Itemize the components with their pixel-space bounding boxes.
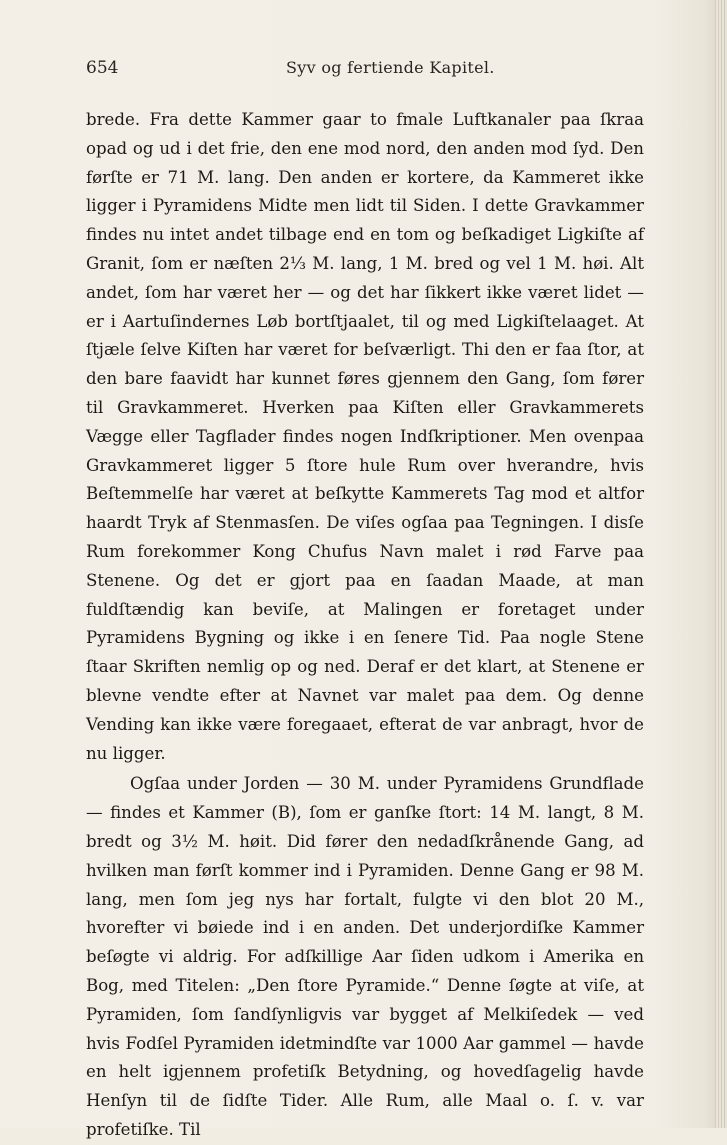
body-text bbox=[86, 106, 644, 1145]
paragraph: brede. Fra dette Kammer gaar to fmale Luftkanaler paa ſkraa opad og ud i det frie, den ene mod nord, den anden mod ſyd. Den førſte er 71 M. lang. Den anden er kortere, da Kammeret ikke ligger i Pyramidens Midte men lidt til Siden. I dette Gravkammer findes nu intet andet tilbage end en tom og beſkadiget Ligkiſte af Granit, ſom er næſten 2⅓ M. lang, 1 M. bred og vel 1 M. høi. Alt andet, ſom har været her — og det har ſikkert ikke været lidet — er i Aartuſindernes Løb bortſtjaalet, til og med Ligkiſtelaaget. At ſtjæle ſelve Kiſten har været for beſværligt. Thi den er faa ſtor, at den bare faavidt har kunnet føres gjennem den Gang, ſom fører til Gravkammeret. Hverken paa Kiſten eller Gravkammerets Vægge eller Tagflader findes nogen Indſkriptioner. Men ovenpaa Gravkammeret ligger 5 ſtore hule Rum over hverandre, hvis Beſtemmelſe har været at beſkytte Kammerets Tag mod et altfor haardt Tryk af Stenmasſen. De viſes ogſaa paa Tegningen. I disſe Rum forekommer Kong Chufus Navn malet i rød Farve paa Stenene. Og det er gjort paa en ſaadan Maade, at man fuldſtændig kan beviſe, at Malingen er foretaget under Pyramidens Bygning og ikke i en ſenere Tid. Paa nogle Stene ſtaar Skriften nemlig op og ned. Deraf er det klart, at Stenene er blevne vendte efter at Navnet var malet paa dem. Og denne Vending kan ikke være foregaaet, efterat de var anbragt, hvor de nu ligger. bbox=[86, 110, 644, 763]
page-number: 654 bbox=[86, 58, 119, 78]
running-title: Syv og fertiende Kapitel. bbox=[286, 58, 495, 77]
paragraph: Ogſaa under Jorden — 30 M. under Pyramidens Grundflade — findes et Kammer (B), ſom er ganſke ſtort: 14 M. langt, 8 M. bredt og 3½ M. høit. Did fører den nedadſkrånende Gang, ad hvilken man førſt kommer ind i Pyramiden. Denne Gang er 98 M. lang, men ſom jeg nys har fortalt, fulgte vi den blot 20 M., hvorefter vi bøiede ind i en anden. Det underjordiſke Kammer beſøgte vi aldrig. For adſkillige Aar ſiden udkom i Amerika en Bog, med Titelen: „Den ſtore Pyramide.“ Denne ſøgte at viſe, at Pyramiden, ſom ſandſynligvis var bygget af Melkiſedek — ved hvis Fodſel Pyramiden idetmindſte var 1000 Aar gammel — havde en helt igjennem profetiſk Betydning, og hovedſagelig havde Henſyn til de ſidſte Tider. Alle Rum, alle Maal o. ſ. v. var profetiſke. Til bbox=[86, 774, 644, 1139]
page-header bbox=[86, 58, 646, 84]
page-edge bbox=[715, 0, 727, 1128]
